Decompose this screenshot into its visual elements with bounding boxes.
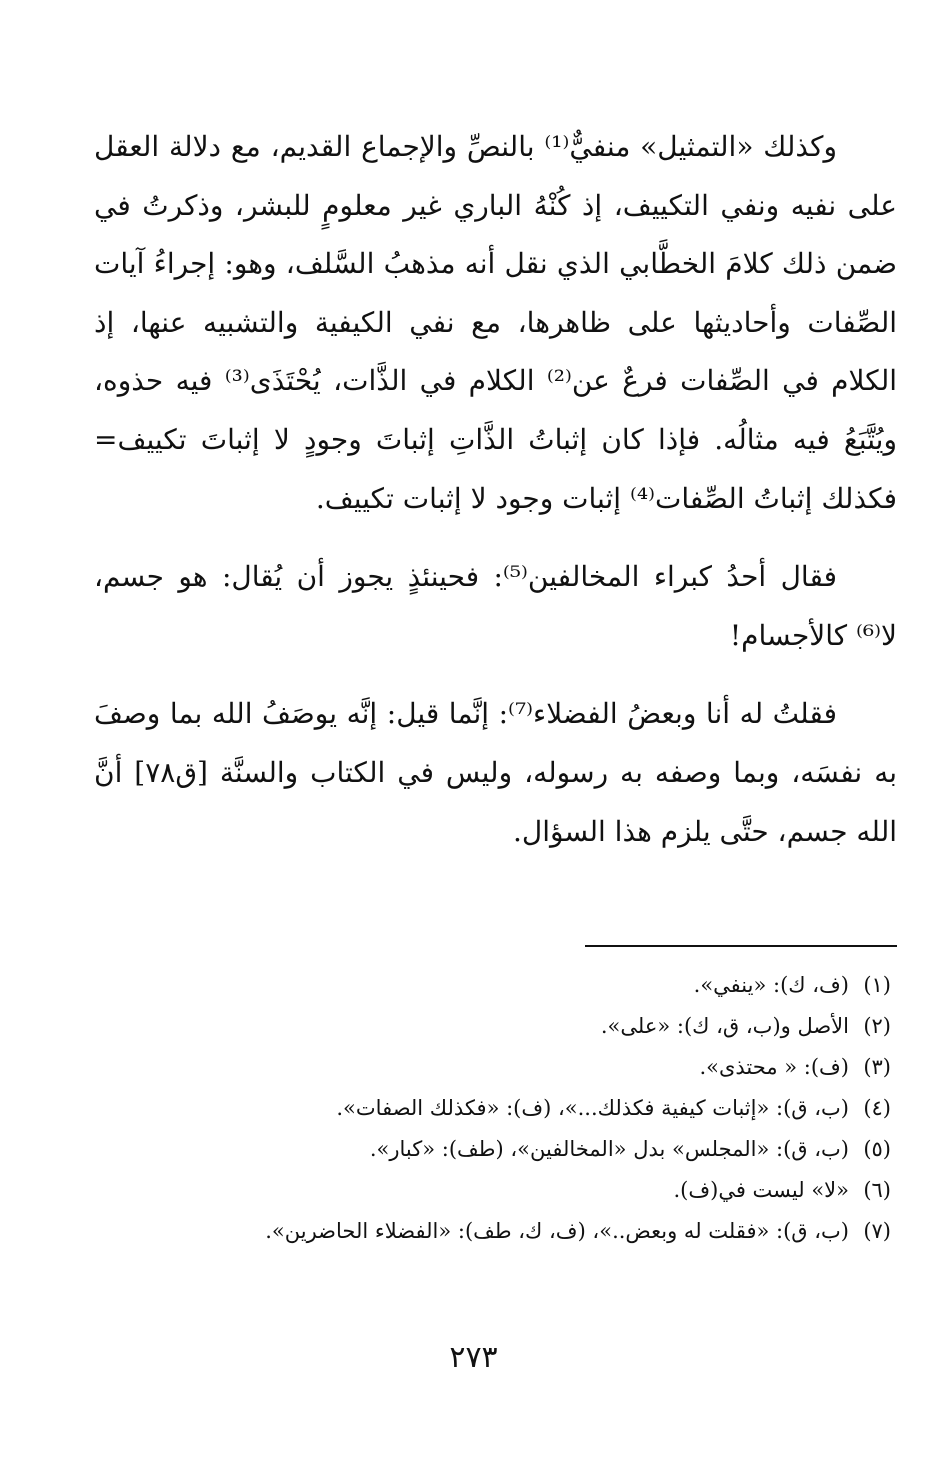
- footnote-text: (ب، ق): «إثبات كيفية فكذلك...»، (ف): «فكذلك الصفات».: [336, 1096, 849, 1120]
- footnote-number: (٧): [863, 1219, 891, 1243]
- footnote-1: [94, 965, 897, 1006]
- footnote-2: [94, 1006, 897, 1047]
- page-number: ٢٧٣: [449, 1340, 498, 1375]
- footnote-3: [94, 1047, 897, 1088]
- footnote-text: (ف): « محتذى».: [699, 1055, 849, 1079]
- paragraph-2: فقال أحدُ كبراء المخالفين⁽⁵⁾: فحينئذٍ يجوز أن يُقال: هو جسم، لا⁽⁶⁾ كالأجسام!: [94, 560, 897, 652]
- paragraph-3: فقلتُ له أنا وبعضُ الفضلاء⁽⁷⁾: إنَّما قيل: إنَّه يوصَفُ الله بما وصفَ به نفسَه، وبما وصفه به رسوله، وليس في الكتاب والسنَّة [ق٧٨] أنَّ الله جسم، حتَّى يلزم هذا السؤال.: [94, 697, 897, 848]
- footnote-text: «لا» ليست في(ف).: [673, 1178, 849, 1202]
- footnote-number: (٦): [863, 1178, 891, 1202]
- footnotes: [94, 945, 897, 1252]
- footnote-divider: [585, 945, 897, 947]
- footnote-number: (٤): [863, 1096, 891, 1120]
- footnote-text: الأصل و(ب، ق، ك): «على».: [600, 1014, 849, 1038]
- footnote-text: (ب، ق): «المجلس» بدل «المخالفين»، (طف): «كبار».: [369, 1137, 849, 1161]
- footnote-6: [94, 1170, 897, 1211]
- footnote-number: (١): [863, 973, 891, 997]
- footnote-5: [94, 1129, 897, 1170]
- footnote-4: [94, 1088, 897, 1129]
- footnote-number: (٢): [863, 1014, 891, 1038]
- footnote-text: (ف، ك): «ينفي».: [693, 973, 849, 997]
- footnote-7: [94, 1211, 897, 1252]
- paragraph-1: وكذلك «التمثيل» منفيٌّ⁽¹⁾ بالنصِّ والإجماع القديم، مع دلالة العقل على نفيه ونفي التكييف، إذ كُنْهُ الباري غير معلومٍ للبشر، وذكرتُ في ضمن ذلك كلامَ الخطَّابي الذي نقل أنه مذهبُ السَّلف، وهو: إجراءُ آيات الصِّفات وأحاديثها على ظاهرها، مع نفي الكيفية والتشبيه عنها، إذ الكلام في الصِّفات فرعٌ عن⁽²⁾ الكلام في الذَّات، يُحْتَذَى⁽³⁾ فيه حذوه، ويُتَّبَعُ فيه مثالُه. فإذا كان إثباتُ الذَّاتِ إثباتَ وجودٍ لا إثباتَ تكييف= فكذلك إثباتُ الصِّفات⁽⁴⁾ إثبات وجود لا إثبات تكييف.: [94, 130, 898, 515]
- footnote-number: (٥): [863, 1137, 891, 1161]
- main-text: [94, 118, 897, 861]
- footnote-text: (ب، ق): «فقلت له وبعض..»، (ف، ك، طف): «الفضلاء الحاضرين».: [265, 1219, 849, 1243]
- footnote-number: (٣): [863, 1055, 891, 1079]
